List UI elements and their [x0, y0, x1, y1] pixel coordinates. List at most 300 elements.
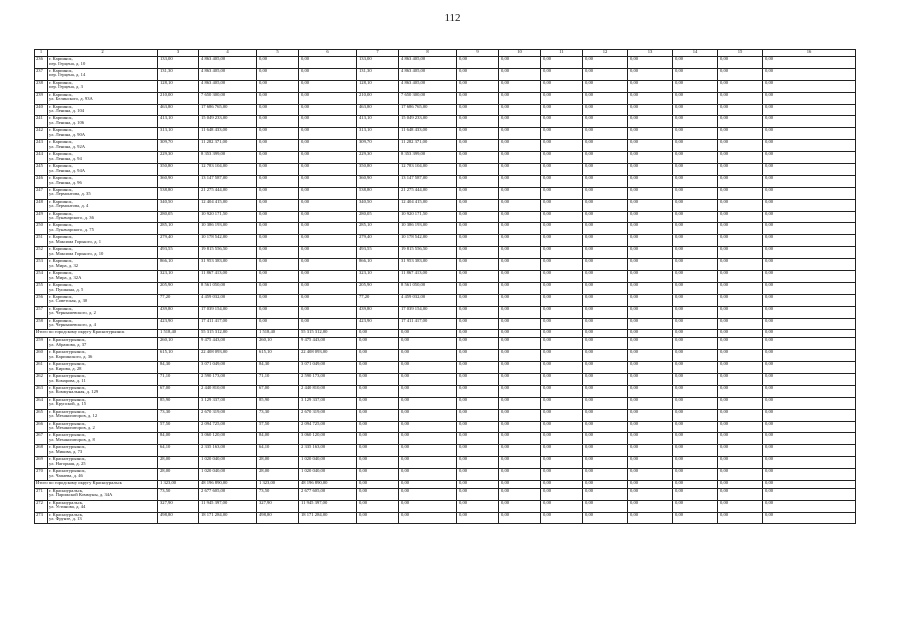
value-cell: 0,00: [718, 152, 763, 164]
value-cell: 0,00: [499, 500, 541, 512]
table-row: [35, 247, 856, 259]
value-cell: 133,00: [158, 57, 199, 69]
value-cell: 0,00: [457, 330, 499, 338]
value-cell: 0,00: [457, 199, 499, 211]
value-cell: 0,00: [541, 223, 583, 235]
address-line: г. Краснотурьинск,: [49, 444, 86, 450]
row-number: 270: [35, 469, 48, 481]
address-line: ул. Ленина, д. 94А: [49, 167, 86, 173]
value-cell: 0,00: [628, 330, 673, 338]
value-cell: 22 408 093,00: [299, 350, 357, 362]
table-row: [35, 259, 856, 271]
value-cell: 0,00: [299, 187, 357, 199]
value-cell: 2 670 319,00: [299, 409, 357, 421]
value-cell: 10 178 542,00: [399, 235, 457, 247]
value-cell: 0,00: [457, 259, 499, 271]
address-line: ул. Чапаева, д. 46: [49, 472, 83, 478]
value-cell: 3 060 120,00: [199, 433, 257, 445]
value-cell: 0,00: [673, 104, 718, 116]
value-cell: 0,00: [457, 421, 499, 433]
value-cell: 0,00: [357, 338, 399, 350]
value-cell: 0,00: [299, 306, 357, 318]
value-cell: 2 440 810,00: [199, 385, 257, 397]
subtotal-row: [35, 480, 856, 488]
address-line: ул. Ленина, д. 104: [49, 108, 85, 114]
value-cell: 538,80: [357, 187, 399, 199]
data-table: [34, 49, 856, 524]
row-number: 258: [35, 318, 48, 330]
value-cell: 0,00: [499, 80, 541, 92]
value-cell: 0,00: [763, 140, 856, 152]
value-cell: 0,00: [541, 92, 583, 104]
address-line: ул. Нагорная, д. 25: [49, 460, 86, 466]
value-cell: 10 386 193,00: [399, 223, 457, 235]
address-line: ул. Ленина, д. 106: [49, 120, 85, 126]
value-cell: 0,00: [673, 259, 718, 271]
value-cell: 0,00: [628, 152, 673, 164]
row-number: 262: [35, 373, 48, 385]
value-cell: 9 475 443,00: [199, 338, 257, 350]
value-cell: 8 561 050,00: [199, 282, 257, 294]
address-line: г. Карпинск,: [49, 222, 73, 228]
address-cell: [48, 116, 158, 128]
value-cell: 0,00: [357, 480, 399, 488]
value-cell: 0,00: [763, 128, 856, 140]
value-cell: 0,00: [399, 362, 457, 374]
address-line: г. Карпинск,: [49, 163, 73, 169]
value-cell: 0,00: [499, 271, 541, 283]
value-cell: 0,00: [457, 500, 499, 512]
value-cell: 0,00: [718, 433, 763, 445]
value-cell: 0,00: [628, 318, 673, 330]
row-number: 237: [35, 68, 48, 80]
value-cell: 55 315 312,00: [199, 330, 257, 338]
value-cell: 0,00: [499, 140, 541, 152]
value-cell: 0,00: [673, 318, 718, 330]
value-cell: 10 920 171,50: [399, 211, 457, 223]
value-cell: 0,00: [299, 223, 357, 235]
value-cell: 0,00: [673, 211, 718, 223]
value-cell: 0,00: [628, 57, 673, 69]
value-cell: 0,00: [673, 350, 718, 362]
value-cell: 0,00: [718, 512, 763, 524]
value-cell: 0,00: [457, 362, 499, 374]
row-number: 273: [35, 512, 48, 524]
value-cell: 0,00: [299, 164, 357, 176]
value-cell: 0,00: [499, 362, 541, 374]
value-cell: 0,00: [628, 140, 673, 152]
value-cell: 31 953 383,00: [199, 259, 257, 271]
value-cell: 71,10: [257, 373, 299, 385]
row-number: 266: [35, 421, 48, 433]
address-line: ул. Лермонтова, д. 35: [49, 191, 91, 197]
address-cell: [48, 512, 158, 524]
value-cell: 0,00: [718, 457, 763, 469]
value-cell: 0,00: [628, 271, 673, 283]
value-cell: 0,00: [673, 445, 718, 457]
value-cell: 31 953 383,00: [399, 259, 457, 271]
value-cell: 0,00: [673, 271, 718, 283]
address-line: ул. Чернышевского, д. 2: [49, 310, 96, 316]
value-cell: 0,00: [628, 68, 673, 80]
address-cell: [48, 68, 158, 80]
value-cell: 0,00: [718, 282, 763, 294]
value-cell: 0,00: [718, 68, 763, 80]
value-cell: 128,10: [357, 80, 399, 92]
address-cell: [48, 128, 158, 140]
value-cell: 4 863 405,00: [399, 68, 457, 80]
value-cell: 22 408 093,00: [199, 350, 257, 362]
value-cell: 0,00: [763, 152, 856, 164]
value-cell: 866,10: [357, 259, 399, 271]
value-cell: 0,00: [718, 330, 763, 338]
value-cell: 0,00: [457, 385, 499, 397]
value-cell: 0,00: [628, 338, 673, 350]
value-cell: 340,50: [158, 199, 199, 211]
table-row: [35, 140, 856, 152]
value-cell: 10 386 193,00: [199, 223, 257, 235]
value-cell: 279,40: [357, 235, 399, 247]
value-cell: 0,00: [399, 445, 457, 457]
address-line: г. Карпинск,: [49, 234, 73, 240]
row-number: 267: [35, 433, 48, 445]
value-cell: 0,00: [583, 338, 628, 350]
value-cell: 0,00: [541, 247, 583, 259]
table-row: [35, 421, 856, 433]
value-cell: 327,90: [158, 500, 199, 512]
value-cell: 0,00: [763, 500, 856, 512]
table-row: [35, 68, 856, 80]
value-cell: 11 282 371,00: [199, 140, 257, 152]
value-cell: 0,00: [499, 247, 541, 259]
value-cell: 0,00: [763, 306, 856, 318]
value-cell: 73,50: [158, 488, 199, 500]
row-number: 248: [35, 199, 48, 211]
value-cell: 0,00: [583, 164, 628, 176]
value-cell: 0,00: [499, 409, 541, 421]
value-cell: 0,00: [257, 294, 299, 306]
address-cell: [48, 469, 158, 481]
value-cell: 0,00: [673, 480, 718, 488]
value-cell: 17 039 154,00: [199, 306, 257, 318]
value-cell: 0,00: [583, 306, 628, 318]
value-cell: 3 129 337,00: [199, 397, 257, 409]
address-line: ул. Пушкина, д. 5: [49, 286, 84, 292]
value-cell: 11 648 433,00: [199, 128, 257, 140]
value-cell: 285,10: [158, 223, 199, 235]
row-number: 236: [35, 57, 48, 69]
row-number: 255: [35, 282, 48, 294]
value-cell: 0,00: [357, 362, 399, 374]
address-line: г. Краснотурьинск,: [49, 361, 86, 367]
value-cell: 0,00: [628, 421, 673, 433]
value-cell: 0,00: [673, 421, 718, 433]
column-header: 14: [673, 50, 718, 57]
value-cell: 0,00: [257, 92, 299, 104]
value-cell: 67,00: [257, 385, 299, 397]
value-cell: 19 815 556,50: [399, 247, 457, 259]
value-cell: 0,00: [457, 116, 499, 128]
value-cell: 260,10: [158, 338, 199, 350]
address-cell: [48, 57, 158, 69]
address-line: г. Карпинск,: [49, 187, 73, 192]
value-cell: 0,00: [541, 199, 583, 211]
address-cell: [48, 421, 158, 433]
table-row: [35, 433, 856, 445]
address-line: г. Краснотурьинск,: [49, 385, 86, 390]
value-cell: 0,00: [299, 235, 357, 247]
value-cell: 0,00: [499, 397, 541, 409]
value-cell: 0,00: [763, 199, 856, 211]
value-cell: 205,90: [357, 282, 399, 294]
value-cell: 133,00: [357, 57, 399, 69]
address-line: г. Карпинск,: [49, 270, 73, 276]
value-cell: 0,00: [457, 128, 499, 140]
value-cell: 0,00: [257, 164, 299, 176]
value-cell: 4 459 032,00: [399, 294, 457, 306]
value-cell: 0,00: [763, 80, 856, 92]
value-cell: 0,00: [763, 175, 856, 187]
row-number: 251: [35, 235, 48, 247]
value-cell: 57,50: [257, 421, 299, 433]
value-cell: 0,00: [541, 164, 583, 176]
value-cell: 0,00: [718, 164, 763, 176]
value-cell: 1 518,40: [158, 330, 199, 338]
value-cell: 84,30: [158, 362, 199, 374]
row-number: 247: [35, 187, 48, 199]
value-cell: 0,00: [583, 140, 628, 152]
value-cell: 0,00: [499, 223, 541, 235]
value-cell: 0,00: [499, 199, 541, 211]
value-cell: 0,00: [583, 92, 628, 104]
address-line: г. Краснотурьинск,: [49, 349, 86, 355]
address-cell: [48, 397, 158, 409]
value-cell: 0,00: [673, 164, 718, 176]
value-cell: 0,00: [499, 68, 541, 80]
value-cell: 17 686 765,00: [399, 104, 457, 116]
value-cell: 0,00: [457, 164, 499, 176]
value-cell: 0,00: [673, 373, 718, 385]
table-row: [35, 235, 856, 247]
value-cell: 0,00: [499, 92, 541, 104]
value-cell: 0,00: [357, 433, 399, 445]
address-line: ул. Луначарского, д. 75: [49, 227, 94, 233]
value-cell: 0,00: [583, 175, 628, 187]
value-cell: 7 650 300,00: [199, 92, 257, 104]
value-cell: 0,00: [763, 480, 856, 488]
row-number: 256: [35, 294, 48, 306]
value-cell: 0,00: [541, 235, 583, 247]
address-cell: [48, 457, 158, 469]
value-cell: 280,05: [158, 211, 199, 223]
value-cell: 128,10: [158, 80, 199, 92]
value-cell: 0,00: [257, 140, 299, 152]
value-cell: 0,00: [541, 175, 583, 187]
value-cell: 0,00: [499, 385, 541, 397]
value-cell: 350,80: [357, 164, 399, 176]
value-cell: 0,00: [299, 152, 357, 164]
value-cell: 131,30: [158, 68, 199, 80]
value-cell: 0,00: [583, 271, 628, 283]
address-line: ул. Белинского, д. 93А: [49, 96, 93, 102]
value-cell: 0,00: [673, 338, 718, 350]
value-cell: 3 071 049,00: [199, 362, 257, 374]
address-line: ул. Комарова, д. 11: [49, 377, 86, 383]
value-cell: 0,00: [541, 512, 583, 524]
value-cell: 0,00: [583, 350, 628, 362]
address-line: ул. Луначарского, д. 36: [49, 215, 94, 221]
table-row: [35, 104, 856, 116]
value-cell: 0,00: [399, 512, 457, 524]
value-cell: 463,80: [357, 104, 399, 116]
value-cell: 0,00: [457, 92, 499, 104]
value-cell: 0,00: [499, 469, 541, 481]
value-cell: 17 039 154,00: [399, 306, 457, 318]
value-cell: 0,00: [718, 57, 763, 69]
value-cell: 313,10: [158, 128, 199, 140]
address-cell: [48, 373, 158, 385]
value-cell: 279,40: [158, 235, 199, 247]
row-number: 271: [35, 488, 48, 500]
value-cell: 0,00: [673, 306, 718, 318]
value-cell: 0,00: [541, 433, 583, 445]
address-cell: [48, 362, 158, 374]
value-cell: 0,00: [399, 433, 457, 445]
column-header: 8: [399, 50, 457, 57]
value-cell: 0,00: [457, 247, 499, 259]
value-cell: 28,00: [158, 457, 199, 469]
value-cell: 0,00: [583, 199, 628, 211]
value-cell: 4 863 405,00: [399, 57, 457, 69]
value-cell: 85,90: [158, 397, 199, 409]
value-cell: 205,90: [158, 282, 199, 294]
value-cell: 0,00: [257, 223, 299, 235]
value-cell: 0,00: [673, 457, 718, 469]
table-row: [35, 175, 856, 187]
value-cell: 0,00: [499, 164, 541, 176]
value-cell: 0,00: [673, 282, 718, 294]
value-cell: 1 020 040,00: [199, 457, 257, 469]
value-cell: 0,00: [541, 259, 583, 271]
address-line: ул. Чернышевского, д. 4: [49, 322, 96, 328]
value-cell: 0,00: [763, 445, 856, 457]
value-cell: 73,50: [257, 488, 299, 500]
value-cell: 15 049 233,00: [399, 116, 457, 128]
value-cell: 309,70: [158, 140, 199, 152]
value-cell: 0,00: [499, 433, 541, 445]
value-cell: 0,00: [763, 373, 856, 385]
value-cell: 0,00: [457, 338, 499, 350]
address-cell: [48, 409, 158, 421]
value-cell: 4 863 405,00: [199, 68, 257, 80]
value-cell: 0,00: [457, 104, 499, 116]
column-header: 12: [583, 50, 628, 57]
row-number: 264: [35, 397, 48, 409]
value-cell: 0,00: [541, 68, 583, 80]
value-cell: 0,00: [763, 57, 856, 69]
row-number: 250: [35, 223, 48, 235]
value-cell: 55 315 312,00: [299, 330, 357, 338]
value-cell: 0,00: [763, 409, 856, 421]
value-cell: 0,00: [628, 397, 673, 409]
value-cell: 0,00: [628, 488, 673, 500]
row-number: 252: [35, 247, 48, 259]
value-cell: 0,00: [299, 80, 357, 92]
value-cell: 0,00: [257, 187, 299, 199]
value-cell: 0,00: [357, 373, 399, 385]
value-cell: 0,00: [299, 271, 357, 283]
address-line: г. Карпинск,: [49, 282, 73, 287]
value-cell: 0,00: [583, 128, 628, 140]
row-number: 253: [35, 259, 48, 271]
value-cell: 21 275 444,00: [399, 187, 457, 199]
value-cell: 340,50: [357, 199, 399, 211]
value-cell: 3 060 120,00: [299, 433, 357, 445]
value-cell: 0,00: [541, 57, 583, 69]
address-line: г. Карпинск,: [49, 318, 73, 323]
value-cell: 0,00: [763, 469, 856, 481]
value-cell: 0,00: [299, 259, 357, 271]
value-cell: 0,00: [399, 385, 457, 397]
row-number: 269: [35, 457, 48, 469]
value-cell: 413,10: [158, 116, 199, 128]
address-line: ул. Механизаторов, д. 2: [49, 425, 95, 431]
address-line: ул. Мира, д. 32А: [49, 274, 82, 280]
value-cell: 0,00: [257, 68, 299, 80]
value-cell: 0,00: [583, 187, 628, 199]
table-row: [35, 338, 856, 350]
address-line: ул. Коммунальная, д. 129: [49, 389, 99, 395]
address-line: г. Карпинск,: [49, 151, 73, 157]
value-cell: 0,00: [763, 330, 856, 338]
table-row: [35, 57, 856, 69]
value-cell: 0,00: [399, 350, 457, 362]
value-cell: 0,00: [257, 306, 299, 318]
table-row: [35, 128, 856, 140]
value-cell: 0,00: [457, 57, 499, 69]
value-cell: 0,00: [583, 57, 628, 69]
table-row: [35, 488, 856, 500]
value-cell: 85,90: [257, 397, 299, 409]
value-cell: 0,00: [628, 247, 673, 259]
value-cell: 0,00: [357, 385, 399, 397]
value-cell: 0,00: [457, 488, 499, 500]
address-cell: [48, 80, 158, 92]
value-cell: 0,00: [673, 68, 718, 80]
value-cell: 0,00: [673, 385, 718, 397]
address-line: г. Карпинск,: [49, 92, 73, 97]
value-cell: 0,00: [541, 350, 583, 362]
row-number: 246: [35, 175, 48, 187]
address-line: г. Краснотурьинск,: [49, 397, 86, 402]
table-row: [35, 152, 856, 164]
value-cell: 0,00: [673, 80, 718, 92]
value-cell: 77,20: [158, 294, 199, 306]
address-line: г. Краснотурьинск,: [49, 337, 86, 343]
value-cell: 0,00: [718, 259, 763, 271]
address-cell: [48, 282, 158, 294]
value-cell: 0,00: [583, 330, 628, 338]
value-cell: 0,00: [763, 433, 856, 445]
value-cell: 1 020 040,00: [299, 469, 357, 481]
value-cell: 0,00: [541, 211, 583, 223]
value-cell: 0,00: [628, 211, 673, 223]
value-cell: 0,00: [628, 164, 673, 176]
value-cell: 0,00: [673, 294, 718, 306]
address-line: ул. Ленина, д. 90А: [49, 131, 86, 137]
value-cell: 0,00: [583, 116, 628, 128]
address-line: г. Карпинск,: [49, 68, 73, 73]
